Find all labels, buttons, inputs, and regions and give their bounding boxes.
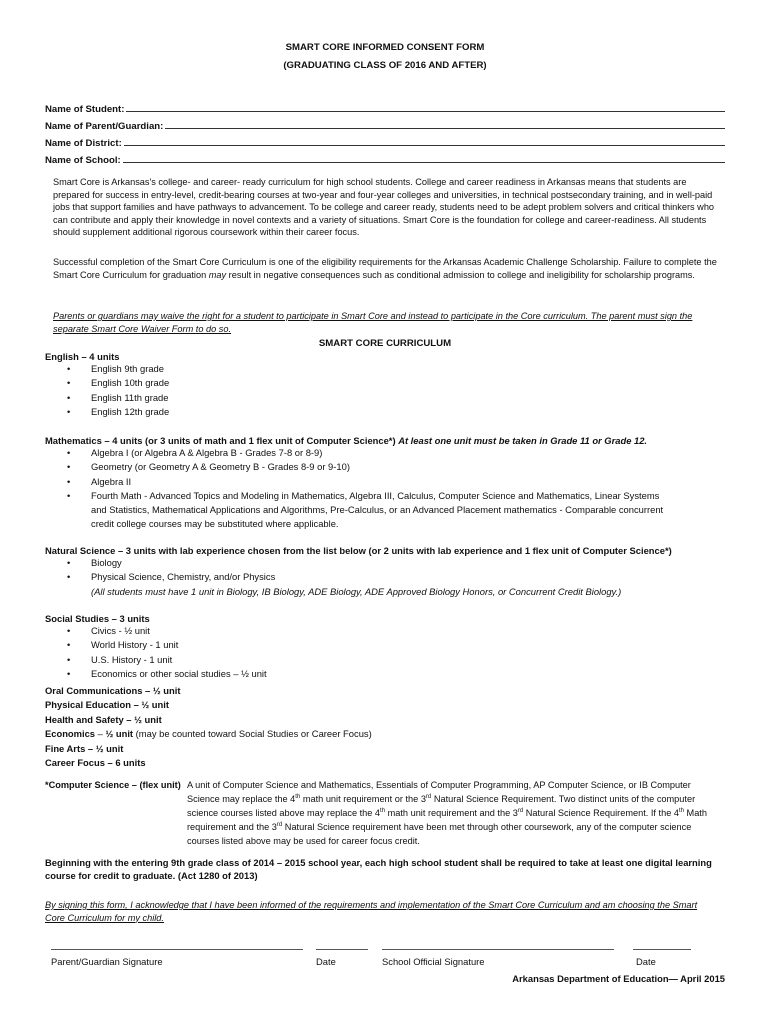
- list-item: • Algebra I (or Algebra A & Algebra B - Grades 7-8 or 8-9): [45, 446, 675, 460]
- oral-communications: Oral Communications – ½ unit: [45, 685, 181, 696]
- health-safety: Health and Safety – ½ unit: [45, 713, 162, 725]
- form-title: SMART CORE INFORMED CONSENT FORM: [285, 42, 485, 53]
- district-name-label: Name of District:: [45, 138, 122, 149]
- district-name-field[interactable]: [45, 135, 725, 152]
- student-name-label: Name of Student:: [45, 104, 125, 115]
- list-item: • Geometry (or Geometry A & Geometry B - Grades 8-9 or 9-10): [45, 460, 675, 474]
- math-list: [45, 446, 725, 532]
- parent-name-line[interactable]: [165, 118, 725, 129]
- list-item: • English 10th grade: [45, 376, 725, 390]
- list-item: • Civics - ½ unit: [45, 624, 725, 638]
- social-studies-heading: Social Studies – 3 units: [45, 613, 150, 624]
- official-signature-line[interactable]: [382, 949, 614, 950]
- science-heading: Natural Science – 3 units with lab experience chosen from the list below (or 2 units with lab experience and 1 flex unit of Computer Science*): [45, 545, 672, 556]
- list-item: • Fourth Math - Advanced Topics and Modeling in Mathematics, Algebra III, Calculus, Computer Science and Mathematics, Linear Systems and Statistics, Mathematical Applications and Algorithms, Pre-Calculus, or an Advanced Placement mathematics - Comparable concurrent credit college courses may be substituted where applicable.: [45, 489, 675, 532]
- school-name-label: Name of School:: [45, 155, 121, 166]
- list-item: • Biology: [45, 556, 725, 570]
- science-list: [45, 556, 725, 585]
- waiver-note: Parents or guardians may waive the right for a student to participate in Smart Core and instead to participate in the Core curriculum. The parent must sign the separate Smart Core Waiver Form to do so.: [53, 311, 693, 334]
- curriculum-heading: SMART CORE CURRICULUM: [318, 338, 452, 349]
- list-item: • World History - 1 unit: [45, 638, 725, 652]
- parent-date-label: Date: [316, 956, 336, 967]
- list-item: • Algebra II: [45, 475, 675, 489]
- official-date-label: Date: [636, 956, 656, 967]
- list-item: • U.S. History - 1 unit: [45, 653, 725, 667]
- student-name-line[interactable]: [126, 101, 725, 112]
- district-name-line[interactable]: [124, 135, 725, 146]
- math-heading: Mathematics – 4 units (or 3 units of math and 1 flex unit of Computer Science*) At least one unit must be taken in Grade 11 or Grade 12.: [45, 435, 648, 446]
- official-signature-label: School Official Signature: [382, 956, 485, 967]
- intro-paragraph: Smart Core is Arkansas's college- and career- ready curriculum for high school students. College and career readiness in Arkansas means that students are prepared for success in entry-level, credit-bearing courses at two-year and four-year colleges and universities, in technical postsecondary training, and in well-paid jobs that support families and have pathways to advancement. To be college and career ready, students need to be adept problem solvers and critical thinkers who can contribute and apply their knowledge in novel contexts and a variety of situations. Smart Core is the foundation for college and career-readiness. All students should supplement additional rigorous coursework within their career focus.: [53, 177, 715, 238]
- list-item: • English 11th grade: [45, 391, 725, 405]
- digital-learning-requirement: Beginning with the entering 9th grade class of 2014 – 2015 school year, each high school student shall be required to take at least one digital learning course for credit to graduate. (Act 1280 of 2013): [45, 857, 712, 881]
- parent-name-field[interactable]: [45, 118, 725, 135]
- official-date-line[interactable]: [633, 949, 691, 950]
- english-section: [45, 351, 725, 419]
- other-requirements: [45, 684, 725, 770]
- english-heading: English – 4 units: [45, 351, 120, 362]
- social-studies-section: [45, 613, 725, 681]
- parent-signature-label: Parent/Guardian Signature: [51, 956, 163, 967]
- science-note: (All students must have 1 unit in Biology, IB Biology, ADE Biology, ADE Approved Biology Honors, or Concurrent Credit Biology.): [91, 585, 622, 597]
- physical-education: Physical Education – ½ unit: [45, 699, 169, 711]
- parent-date-line[interactable]: [316, 949, 368, 950]
- acknowledgement: By signing this form, I acknowledge that I have been informed of the requirements and implementation of the Smart Core Curriculum and am choosing the Smart Core Curriculum for my child.: [45, 900, 698, 923]
- science-section: [45, 545, 725, 599]
- school-name-field[interactable]: [45, 152, 725, 169]
- english-list: [45, 362, 725, 419]
- parent-name-label: Name of Parent/Guardian:: [45, 121, 164, 132]
- computer-science-label: *Computer Science – (flex unit): [45, 780, 181, 790]
- name-fields: [45, 101, 725, 169]
- student-name-field[interactable]: [45, 101, 725, 118]
- list-item: • English 12th grade: [45, 405, 725, 419]
- career-focus: Career Focus – 6 units: [45, 757, 146, 769]
- footer: Arkansas Department of Education— April 2015: [512, 973, 725, 984]
- fine-arts: Fine Arts – ½ unit: [45, 742, 124, 754]
- parent-signature-line[interactable]: [51, 949, 303, 950]
- economics: Economics – ½ unit (may be counted toward Social Studies or Career Focus): [45, 728, 372, 740]
- eligibility-paragraph: Successful completion of the Smart Core Curriculum is one of the eligibility requirements for the Arkansas Academic Challenge Scholarship. Failure to complete the Smart Core Curriculum for graduation may result in negative consequences such as conditional admission to college and ineligibility for scholarship programs.: [53, 257, 717, 280]
- list-item: • Physical Science, Chemistry, and/or Physics: [45, 570, 725, 584]
- computer-science-note: [45, 778, 725, 848]
- social-studies-list: [45, 624, 725, 681]
- math-section: [45, 435, 725, 532]
- list-item: • Economics or other social studies – ½ unit: [45, 667, 725, 681]
- computer-science-text: A unit of Computer Science and Mathematics, Essentials of Computer Programming, AP Computer Science, or IB Computer Science may replace the 4th math unit requirement or the 3rd Natural Science Requirement. Two distinct units of the computer science courses listed above may replace the 4th math unit requirement and the 3rd Natural Science Requirement. If the 4th Math requirement and the 3rd Natural Science requirement have been met through other coursework, any of the computer science courses listed above may be used for career focus credit.: [187, 780, 707, 846]
- form-subtitle: (GRADUATING CLASS OF 2016 AND AFTER): [283, 60, 487, 71]
- list-item: • English 9th grade: [45, 362, 725, 376]
- school-name-line[interactable]: [123, 152, 725, 163]
